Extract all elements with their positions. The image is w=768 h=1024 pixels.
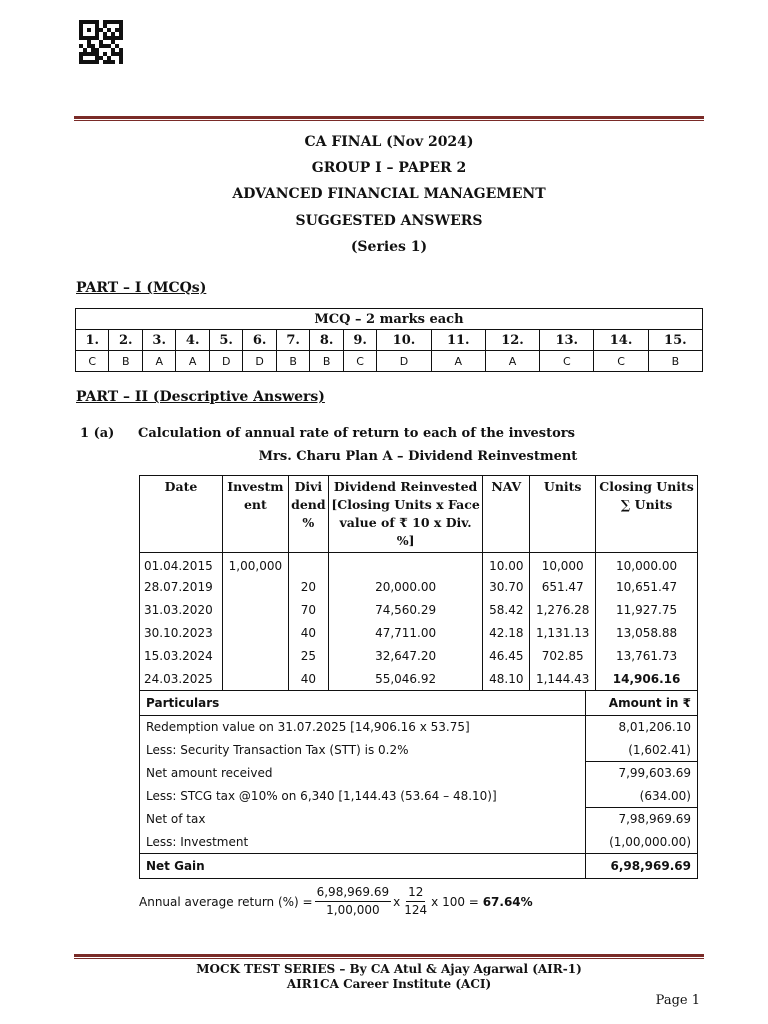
mcq-question-number: 7. <box>276 330 309 351</box>
question-title: Calculation of annual rate of return to each of the investors <box>138 426 575 441</box>
cell-closing: 10,651.47 <box>596 576 698 599</box>
mcq-table-title: MCQ – 2 marks each <box>76 309 703 330</box>
particulars-amount: (634.00) <box>586 785 698 808</box>
question-number: 1 (a) <box>80 426 115 441</box>
cell-dividend: 70 <box>288 599 328 622</box>
mcq-answer: C <box>76 351 109 372</box>
subject-title: ADVANCED FINANCIAL MANAGEMENT <box>232 186 546 202</box>
dividend-table-row <box>140 645 698 668</box>
cell-reinvested <box>328 553 482 576</box>
fraction-period <box>402 884 429 919</box>
mcq-answer-table <box>75 308 703 372</box>
mcq-answer: B <box>276 351 309 372</box>
plan-title: Mrs. Charu Plan A – Dividend Reinvestment <box>258 449 578 464</box>
mcq-question-number: 3. <box>142 330 175 351</box>
col-closing-units: Closing Units ∑ Units <box>596 476 698 553</box>
particulars-table <box>139 690 698 879</box>
cell-nav: 46.45 <box>483 645 530 668</box>
cell-date: 01.04.2015 <box>140 553 223 576</box>
cell-dividend: 20 <box>288 576 328 599</box>
col-reinvested: Dividend Reinvested [Closing Units x Face value of ₹ 10 x Div. %] <box>328 476 482 553</box>
mcq-question-number: 10. <box>377 330 431 351</box>
mcq-answer: B <box>648 351 702 372</box>
fraction-gain-denominator: 1,00,000 <box>326 903 380 917</box>
cell-units: 651.47 <box>530 576 596 599</box>
mcq-answer: C <box>343 351 376 372</box>
mcq-question-number: 1. <box>76 330 109 351</box>
part2-title: PART – II (Descriptive Answers) <box>76 389 325 405</box>
mcq-answer: C <box>540 351 594 372</box>
col-nav: NAV <box>483 476 530 553</box>
mcq-question-number: 4. <box>176 330 209 351</box>
mcq-answer: B <box>310 351 343 372</box>
particulars-row <box>140 762 698 785</box>
particulars-label: Net of tax <box>140 808 586 831</box>
annual-return-formula <box>139 884 533 919</box>
cell-closing: 10,000.00 <box>596 553 698 576</box>
cell-date: 30.10.2023 <box>140 622 223 645</box>
mcq-answer: A <box>142 351 175 372</box>
net-gain-row <box>140 854 698 879</box>
mcq-question-number: 9. <box>343 330 376 351</box>
col-amount: Amount in ₹ <box>586 691 698 716</box>
formula-times: x <box>393 894 401 909</box>
col-date: Date <box>140 476 223 553</box>
col-investment: Investm ent <box>222 476 288 553</box>
cell-closing: 13,761.73 <box>596 645 698 668</box>
particulars-amount: 8,01,206.10 <box>586 716 698 739</box>
cell-date: 24.03.2025 <box>140 668 223 691</box>
cell-units: 702.85 <box>530 645 596 668</box>
series-label: (Series 1) <box>350 239 428 255</box>
cell-date: 31.03.2020 <box>140 599 223 622</box>
mcq-answer: A <box>176 351 209 372</box>
cell-nav: 10.00 <box>483 553 530 576</box>
mcq-question-number: 6. <box>243 330 276 351</box>
cell-investment <box>222 668 288 691</box>
dividend-reinvestment-table <box>139 475 698 691</box>
cell-reinvested: 55,046.92 <box>328 668 482 691</box>
cell-dividend: 40 <box>288 622 328 645</box>
mcq-answer: D <box>377 351 431 372</box>
group-paper: GROUP I – PAPER 2 <box>311 160 467 176</box>
document-type: SUGGESTED ANSWERS <box>295 213 483 229</box>
col-dividend: Divi dend % <box>288 476 328 553</box>
cell-investment <box>222 645 288 668</box>
net-gain-amount: 6,98,969.69 <box>586 854 698 879</box>
cell-nav: 58.42 <box>483 599 530 622</box>
mcq-answer: D <box>209 351 242 372</box>
mcq-question-number: 2. <box>109 330 142 351</box>
cell-units: 10,000 <box>530 553 596 576</box>
mcq-answer-row <box>76 351 703 372</box>
particulars-amount: 7,99,603.69 <box>586 762 698 785</box>
particulars-row <box>140 785 698 808</box>
particulars-label: Less: Security Transaction Tax (STT) is 0.2% <box>140 739 586 762</box>
cell-closing: 13,058.88 <box>596 622 698 645</box>
cell-closing: 14,906.16 <box>596 668 698 691</box>
cell-reinvested: 20,000.00 <box>328 576 482 599</box>
dividend-table-row <box>140 599 698 622</box>
cell-nav: 42.18 <box>483 622 530 645</box>
col-units: Units <box>530 476 596 553</box>
cell-date: 15.03.2024 <box>140 645 223 668</box>
cell-dividend: 40 <box>288 668 328 691</box>
mcq-question-number: 5. <box>209 330 242 351</box>
cell-investment <box>222 622 288 645</box>
particulars-amount: (1,00,000.00) <box>586 831 698 854</box>
cell-dividend: 25 <box>288 645 328 668</box>
dividend-table-header <box>140 476 698 553</box>
cell-dividend <box>288 553 328 576</box>
footer-series: MOCK TEST SERIES – By CA Atul & Ajay Agarwal (AIR-1) <box>196 962 582 976</box>
exam-title: CA FINAL (Nov 2024) <box>304 134 474 150</box>
particulars-amount: 7,98,969.69 <box>586 808 698 831</box>
cell-closing: 11,927.75 <box>596 599 698 622</box>
cell-units: 1,276.28 <box>530 599 596 622</box>
mcq-question-number: 14. <box>594 330 648 351</box>
mcq-answer: C <box>594 351 648 372</box>
particulars-label: Less: STCG tax @10% on 6,340 [1,144.43 (53.64 – 48.10)] <box>140 785 586 808</box>
mcq-question-number: 15. <box>648 330 702 351</box>
mcq-answer: A <box>485 351 539 372</box>
cell-investment <box>222 599 288 622</box>
particulars-amount: (1,602.41) <box>586 739 698 762</box>
particulars-row <box>140 808 698 831</box>
particulars-label: Net amount received <box>140 762 586 785</box>
particulars-label: Redemption value on 31.07.2025 [14,906.16 x 53.75] <box>140 716 586 739</box>
fraction-gain-numerator: 6,98,969.69 <box>315 884 392 902</box>
cell-investment <box>222 576 288 599</box>
cell-reinvested: 47,711.00 <box>328 622 482 645</box>
cell-date: 28.07.2019 <box>140 576 223 599</box>
cell-units: 1,144.43 <box>530 668 596 691</box>
fraction-gain <box>315 884 392 919</box>
mcq-answer: A <box>431 351 485 372</box>
cell-units: 1,131.13 <box>530 622 596 645</box>
mcq-question-row <box>76 330 703 351</box>
cell-nav: 30.70 <box>483 576 530 599</box>
cell-reinvested: 32,647.20 <box>328 645 482 668</box>
fraction-period-denominator: 124 <box>404 903 428 917</box>
dividend-table-row <box>140 553 698 576</box>
particulars-header <box>140 691 698 716</box>
footer-institute: AIR1CA Career Institute (ACI) <box>286 977 492 991</box>
dividend-table-row <box>140 622 698 645</box>
part1-title: PART – I (MCQs) <box>76 280 207 296</box>
mcq-question-number: 11. <box>431 330 485 351</box>
cell-nav: 48.10 <box>483 668 530 691</box>
mcq-question-number: 12. <box>485 330 539 351</box>
mcq-question-number: 8. <box>310 330 343 351</box>
particulars-row <box>140 739 698 762</box>
dividend-table-row <box>140 576 698 599</box>
fraction-period-numerator: 12 <box>406 884 425 902</box>
particulars-row <box>140 716 698 739</box>
col-particulars: Particulars <box>140 691 586 716</box>
formula-result: 67.64% <box>482 894 533 909</box>
formula-suffix: x 100 = <box>431 894 479 909</box>
mcq-answer: B <box>109 351 142 372</box>
particulars-row <box>140 831 698 854</box>
mcq-question-number: 13. <box>540 330 594 351</box>
formula-prefix: Annual average return (%) = <box>139 894 313 909</box>
cell-reinvested: 74,560.29 <box>328 599 482 622</box>
footer-rule <box>74 954 704 959</box>
net-gain-label: Net Gain <box>140 854 586 879</box>
page-number: Page 1 <box>655 993 700 1008</box>
particulars-label: Less: Investment <box>140 831 586 854</box>
cell-investment: 1,00,000 <box>222 553 288 576</box>
qr-code <box>79 20 123 64</box>
mcq-answer: D <box>243 351 276 372</box>
dividend-table-row <box>140 668 698 691</box>
header-rule <box>74 116 704 121</box>
